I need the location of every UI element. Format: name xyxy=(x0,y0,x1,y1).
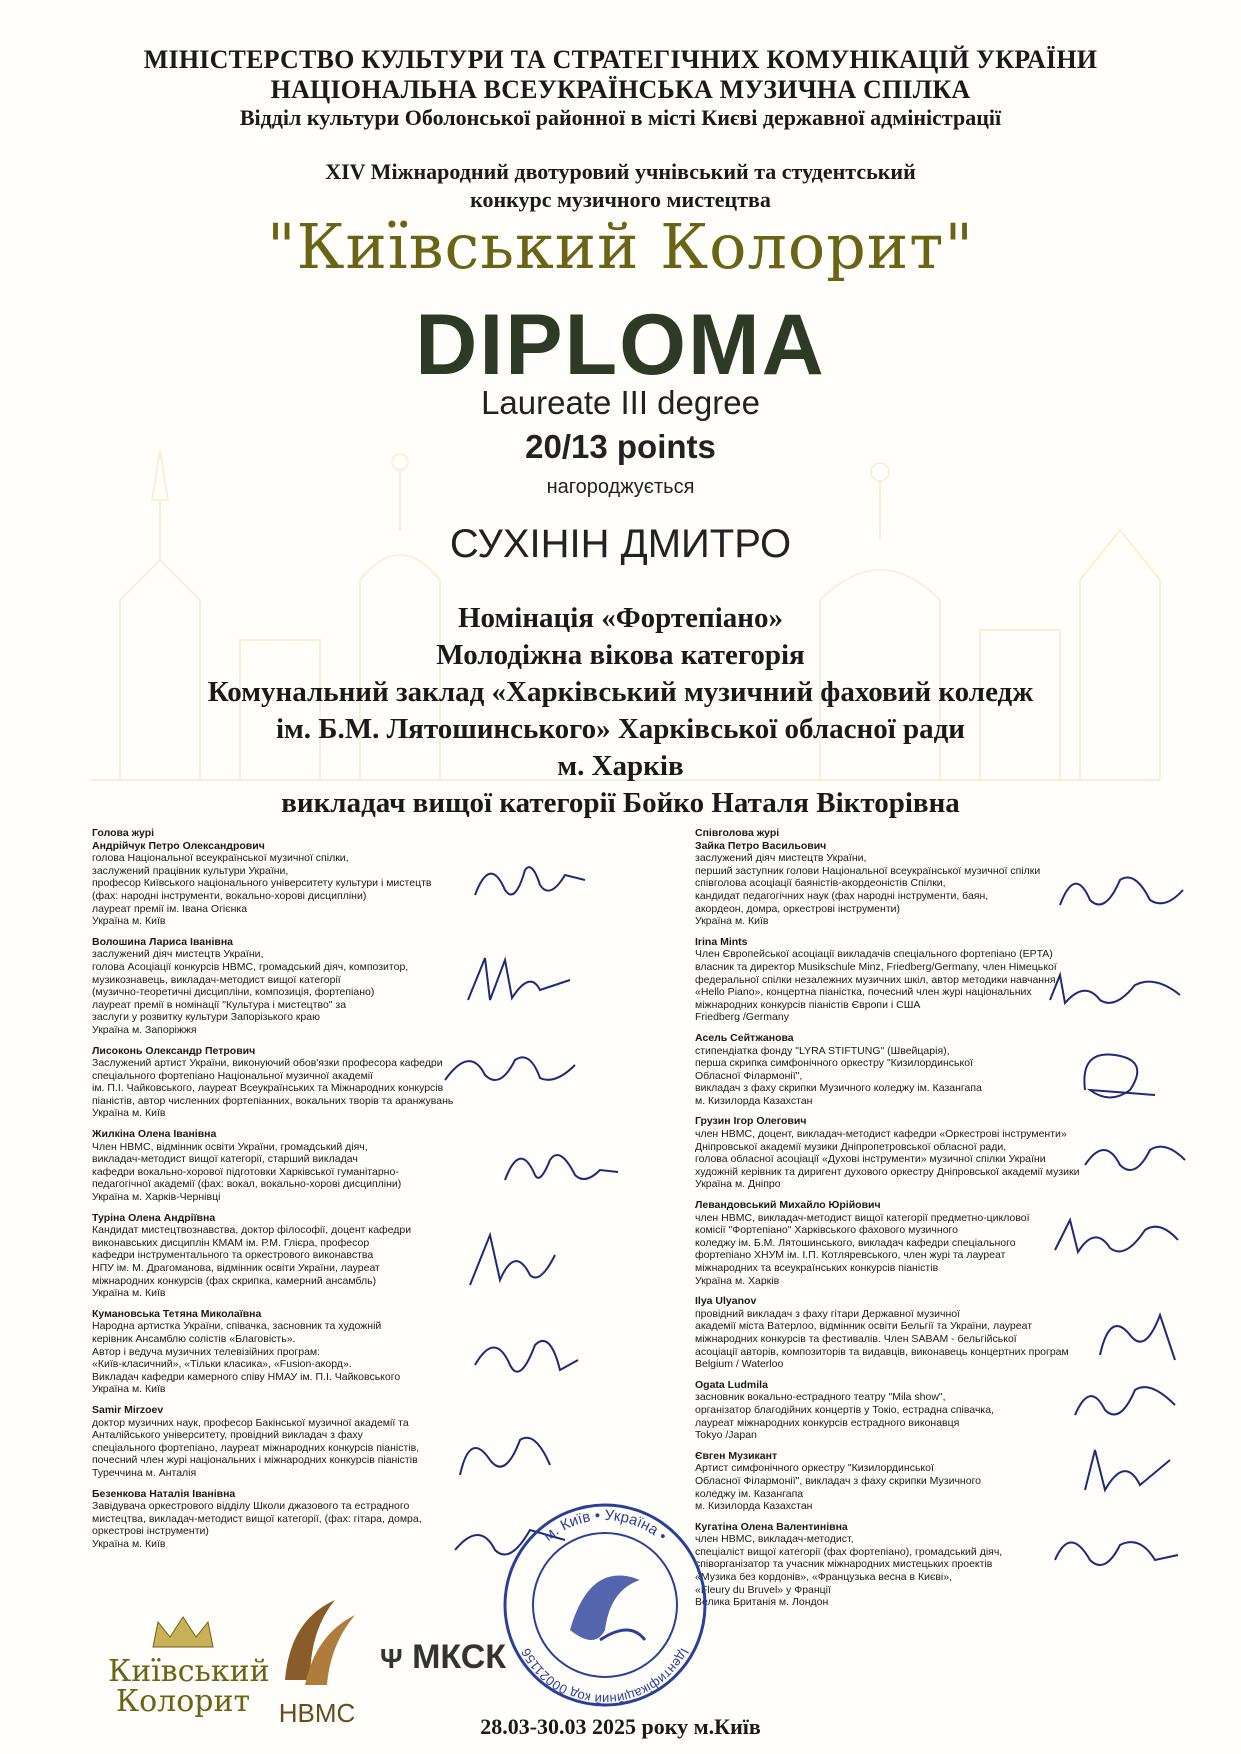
jury-name: Зайка Петро Васильович xyxy=(695,839,827,852)
recipient-name: СУХІНІН ДМИТРО xyxy=(449,522,792,566)
jury-member xyxy=(695,1521,1115,1609)
jury-info: член НВМС, викладач-методист, спеціаліст вищої категорії (фах фортепіано), громадський діяч, співорганізатор та учасник міжнародних мистецьких проектів «Музика без кордонів», «Французька весна в Києві», «Fleury du Bruvel» у Франції Велика Британія м. Лондон xyxy=(695,1533,1003,1609)
teacher: викладач вищої категорії Бойко Наталя Вікторівна xyxy=(281,787,960,819)
jury-member xyxy=(92,1308,492,1396)
signature xyxy=(500,1130,620,1200)
jury-member xyxy=(92,1488,492,1551)
jury-info: Член Європейської асоціації викладачів спеціального фортепіано (EPTA) власник та директор Musikschule Minz, Friedberg/Germany, член Німецької федеральної спілки незалежних музичних шкіл, автор методики навчання «Hello Piano», концертна піаністка, почесний член журі національних міжнародних конкурсів піаністів Європи і США Friedberg /Germany xyxy=(695,948,1057,1024)
jury-info: Кандидат мистецтвознавства, доктор філософії, доцент кафедри виконавських дисциплін КМАМ ім. Р.М. Глієра, професор кафедри інструментального та оркестрового виконавства НПУ ім. М. Драгоманова, відмінник освіти України, лауреат міжнародних конкурсів (фах скрипка, камерний ансамбль) Україна м. Київ xyxy=(92,1224,412,1300)
ministry-header xyxy=(0,45,1241,105)
jury-info: Завідувача оркестрового відділу Школи джазового та естрадного мистецтва, викладач-методист вищої категорії, (фах: гітара, домра, оркестрові інструменти) Україна м. Київ xyxy=(92,1500,422,1550)
competition-line-2: конкурс музичного мистецтва xyxy=(470,187,771,212)
jury-role: Співголова журі xyxy=(695,827,780,839)
jury-name: Безенкова Наталія Іванівна xyxy=(92,1487,236,1500)
jury-name: Андрійчук Петро Олександрович xyxy=(92,839,265,852)
mksk-text: МКСК xyxy=(412,1638,507,1676)
award-details xyxy=(0,600,1241,822)
union-line: НАЦІОНАЛЬНА ВСЕУКРАЇНСЬКА МУЗИЧНА СПІЛКА xyxy=(270,75,971,104)
kyiv-kolorit-logo xyxy=(108,1612,270,1719)
nvms-logo xyxy=(265,1590,370,1730)
jury-member xyxy=(92,936,492,1037)
stamp-code-text: Ідентифікаційний код 00021156 xyxy=(517,1645,693,1708)
jury-member xyxy=(92,1128,492,1204)
jury-member xyxy=(92,1404,492,1480)
competition-header xyxy=(0,158,1241,214)
jury-info: Заслужений артист України, виконуючий обов'язки професора кафедри спеціального фортепіано Національної музичної академії ім. П.І. Чайковського, лауреат Всеукраїнських та Міжнародних конкурсів піаністів, автор численних фортепіанних, вокальних творів та аранжувань Україна м. Київ xyxy=(92,1057,454,1120)
jury-info: засновник вокально-естрадного театру "Mila show", організатор благодійних концертів у Токіо, естрадна співачка, лауреат міжнародних конкурсів естрадного виконавця Tokyo /Japan xyxy=(695,1391,995,1442)
jury-member xyxy=(695,1115,1115,1191)
crown-icon xyxy=(108,1612,258,1652)
jury-name: Туріна Олена Андріївна xyxy=(92,1211,216,1224)
nomination: Номінація «Фортепіано» xyxy=(458,602,783,634)
jury-member xyxy=(695,936,1115,1024)
jury-name: Irina Mints xyxy=(695,935,748,948)
points-score: 20/13 points xyxy=(525,428,716,465)
jury-name: Жилкіна Олена Іванівна xyxy=(92,1128,217,1141)
jury-name: Асель Сейтжанова xyxy=(695,1031,794,1044)
jury-info: член НВМС, викладач-методист вищої категорії предметно-циклової комісії "Фортепіано" Харківського фахового музичного коледжу ім. Б.М. Лятошинського, викладач кафедри спеціального фортепіано ХНУМ ім. І.П. Котляревського, член журі та лауреат міжнародних та всеукраїнських конкурсів піаністів Україна м. Харків xyxy=(695,1211,1030,1287)
jury-member xyxy=(695,1450,1115,1513)
department-line: Відділ культури Оболонської районної в місті Києві державної адміністрації xyxy=(239,105,1002,130)
jury-member xyxy=(695,827,1115,928)
jury-info: член НВМС, доцент, викладач-методист кафедри «Оркестрові інструменти» Дніпровської академії музики Дніпропетровської обласної ради, голова обласної асоціації «Духові інструменти» музичної спілки України художній керівник та диригент духового оркестру Дніпровської академії музики Україна м. Дніпро xyxy=(695,1128,1080,1191)
jury-member xyxy=(92,1212,492,1300)
jury-name: Кугатіна Олена Валентинівна xyxy=(695,1520,848,1533)
svg-text:м. Київ • Україна • xyxy=(540,1507,670,1545)
competition-brand-title: "Київський Колорит" xyxy=(267,210,974,283)
jury-member xyxy=(695,1032,1115,1108)
event-dates: 28.03-30.03 2025 року м.Київ xyxy=(480,1714,761,1739)
jury-member xyxy=(92,827,492,928)
jury-member xyxy=(695,1295,1115,1371)
jury-member xyxy=(695,1379,1115,1442)
ministry-line: МІНІСТЕРСТВО КУЛЬТУРИ ТА СТРАТЕГІЧНИХ КОМУНІКАЦІЙ УКРАЇНИ xyxy=(143,45,1098,74)
jury-name: Грузин Ігор Олегович xyxy=(695,1115,807,1128)
age-category: Молодіжна вікова категорія xyxy=(436,639,805,671)
jury-left-column xyxy=(92,827,492,1558)
mksk-logo xyxy=(380,1638,506,1677)
nvms-text: НВМС xyxy=(278,1698,356,1728)
diploma-title: DIPLOMA xyxy=(415,297,826,393)
jury-name: Samir Mirzoev xyxy=(92,1403,164,1416)
institution-line-1: Комунальний заклад «Харківський музичний фаховий коледж xyxy=(207,676,1034,708)
jury-member xyxy=(695,1199,1115,1287)
competition-line-1: XIV Міжнародний двотуровий учнівський та студентський xyxy=(325,159,916,184)
jury-right-column xyxy=(695,827,1115,1617)
institution-line-2: ім. Б.М. Лятошинського» Харківської обласної ради xyxy=(275,713,966,745)
department-header xyxy=(0,104,1241,131)
awarded-label: нагороджується xyxy=(546,476,695,498)
jury-info: Народна артистка України, співачка, засновник та художній керівник Ансамблю солістів «Благовість». Автор і ведуча музичних телевізійних програм: «Київ-класичний», «Тільки класика», «Fusion-акорд». Викладач кафедри камерного співу НМАУ ім. П.І. Чайковського Україна м. Київ xyxy=(92,1320,401,1396)
jury-info: доктор музичних наук, професор Бакінської музичної академії та Анталійського університету, провідний викладач з фаху спеціального фортепіано, лауреат міжнародних конкурсів піаністів, почесний член журі національних і міжнародних конкурсів піаністів Туреччина м. Анталія xyxy=(92,1416,420,1479)
jury-member xyxy=(92,1045,492,1121)
jury-info: заслужений діяч мистецтв України, перший заступник голови Національної всеукраїнської музичної спілки співголова асоціації баяністів-акордеоністів Спілки, кандидат педагогічних наук (фах народні інструменти, баян, акордеон, домра, оркестрові інструменти) Україна м. Київ xyxy=(695,852,1041,928)
jury-info: голова Національної всеукраїнської музичної спілки, заслужений працівник культури України, професор Київського національного університету культури і мистецтв (фах: народні інструменти, вокально-хорові дисципліни) лауреат премії ім. Івана Огієнка Україна м. Київ xyxy=(92,852,432,928)
jury-name: Лисоконь Олександр Петрович xyxy=(92,1044,256,1057)
jury-info: стипендіатка фонду "LYRA STIFTUNG" (Швейцарія), перша скрипка симфонічного оркестру "Кизилординської Обласної Філармонії", викладач з фаху скрипки Музичного коледжу ім. Казангапа м. Кизилорда Казахстан xyxy=(695,1044,982,1107)
jury-name: Ilya Ulyanov xyxy=(695,1295,757,1308)
jury-info: Артист симфонічного оркестру "Кизилординської Обласної Філармонії", викладач з фаху скрипки Музичного коледжу ім. Казангапа м. Кизилорда Казахстан xyxy=(695,1462,982,1513)
logo-kk-line2: Колорит xyxy=(115,1684,251,1719)
jury-name: Кумановська Тетяна Миколаївна xyxy=(92,1307,262,1320)
stamp-top-text: м. Київ • Україна • xyxy=(540,1506,671,1545)
jury-info: заслужений діяч мистецтв України, голова Асоціації конкурсів НВМС, громадський діяч, композитор, музикознавець, викладач-методист вищої категорії (музично-теоретичні дисципліни, композиція, фортепіано) лауреат премії в номінації "Культура і мистецтво" за заслуги у розвитку культури Запорізького краю Україна м. Запоріжжя xyxy=(92,948,409,1036)
jury-name: Ogata Ludmila xyxy=(695,1378,768,1391)
official-stamp xyxy=(500,1500,710,1710)
jury-name: Євген Музикант xyxy=(695,1449,778,1462)
jury-info: провідний викладач з фаху гітари Державної музичної академії міста Ватерлоо, відмінник освіти Бельгії та України, лауреат міжнародних конкурсів та фестивалів. Член SABAM - бельгійської асоціації авторів, композиторів та видавців, виконавець концертних програм Belgium / Waterloo xyxy=(695,1307,1069,1371)
jury-role: Голова журі xyxy=(92,827,155,839)
jury-info: Член НВМС, відмінник освіти України, громадський діяч, викладач-методист вищої категорії, старший викладач кафедри вокально-хорової підготовки Харківської гуманітарно- педагогічної академії (фах: вокал, вокально-хорові дисципліни) Україна м. Харків-Чернівці xyxy=(92,1140,402,1204)
logo-kk-line1: Київський xyxy=(108,1654,270,1689)
city: м. Харків xyxy=(557,750,684,782)
jury-name: Волошина Лариса Іванівна xyxy=(92,935,234,948)
laureate-degree: Laureate III degree xyxy=(481,384,760,421)
trident-icon: Ψ xyxy=(380,1643,403,1674)
jury-name: Левандовський Михайло Юрійович xyxy=(695,1199,881,1212)
